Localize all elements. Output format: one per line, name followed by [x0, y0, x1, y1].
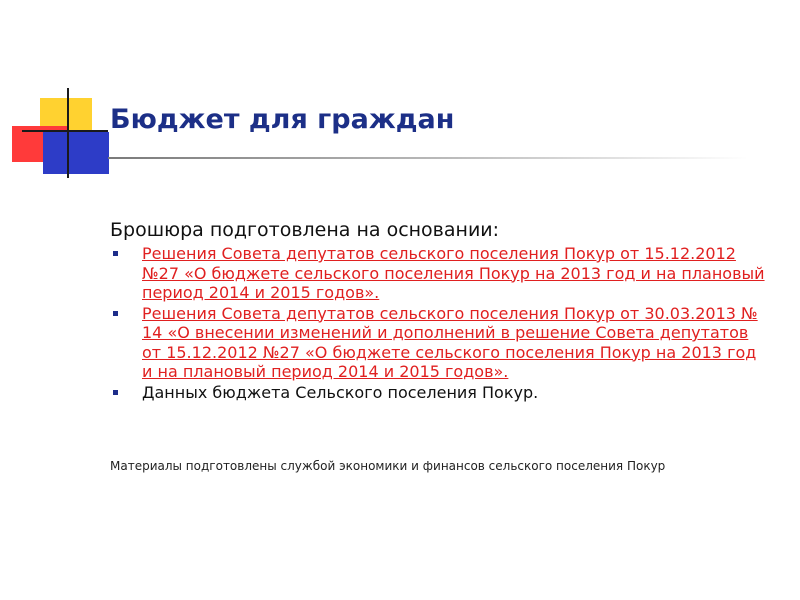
budget-data-text: Данных бюджета Сельского поселения Покур. [142, 382, 539, 402]
list-item [110, 383, 770, 403]
decorative-squares-logo [0, 0, 120, 180]
footnote-text: Материалы подготовлены службой экономики и финансов сельского поселения Покур [110, 459, 666, 473]
square-bullet-icon [113, 251, 118, 256]
square-bullet-icon [113, 390, 118, 395]
slide-title: Бюджет для граждан [110, 104, 455, 135]
title-divider [108, 157, 748, 159]
list-item[interactable] [110, 304, 770, 382]
decision-link-1[interactable]: Решения Совета депутатов сельского поселения Покур от 15.12.2012 №27 «О бюджете сельского поселения Покур на 2013 год и на плановый период 2014 и 2015 годов». [142, 244, 765, 302]
decision-link-2[interactable]: Решения Совета депутатов сельского поселения Покур от 30.03.2013 № 14 «О внесении изменений и дополнений в решение Совета депутатов от 15.12.2012 №27 «О бюджете сельского поселения Покур на 2013 год и на плановый период 2014 и 2015 годов». [142, 303, 758, 381]
square-bullet-icon [113, 311, 118, 316]
vertical-line-shape [67, 88, 69, 178]
source-list [110, 244, 770, 402]
blue-square-shape [43, 132, 109, 174]
slide-body [110, 218, 770, 403]
horizontal-line-shape [22, 130, 108, 132]
lead-text: Брошюра подготовлена на основании: [110, 219, 500, 241]
list-item[interactable] [110, 244, 770, 303]
